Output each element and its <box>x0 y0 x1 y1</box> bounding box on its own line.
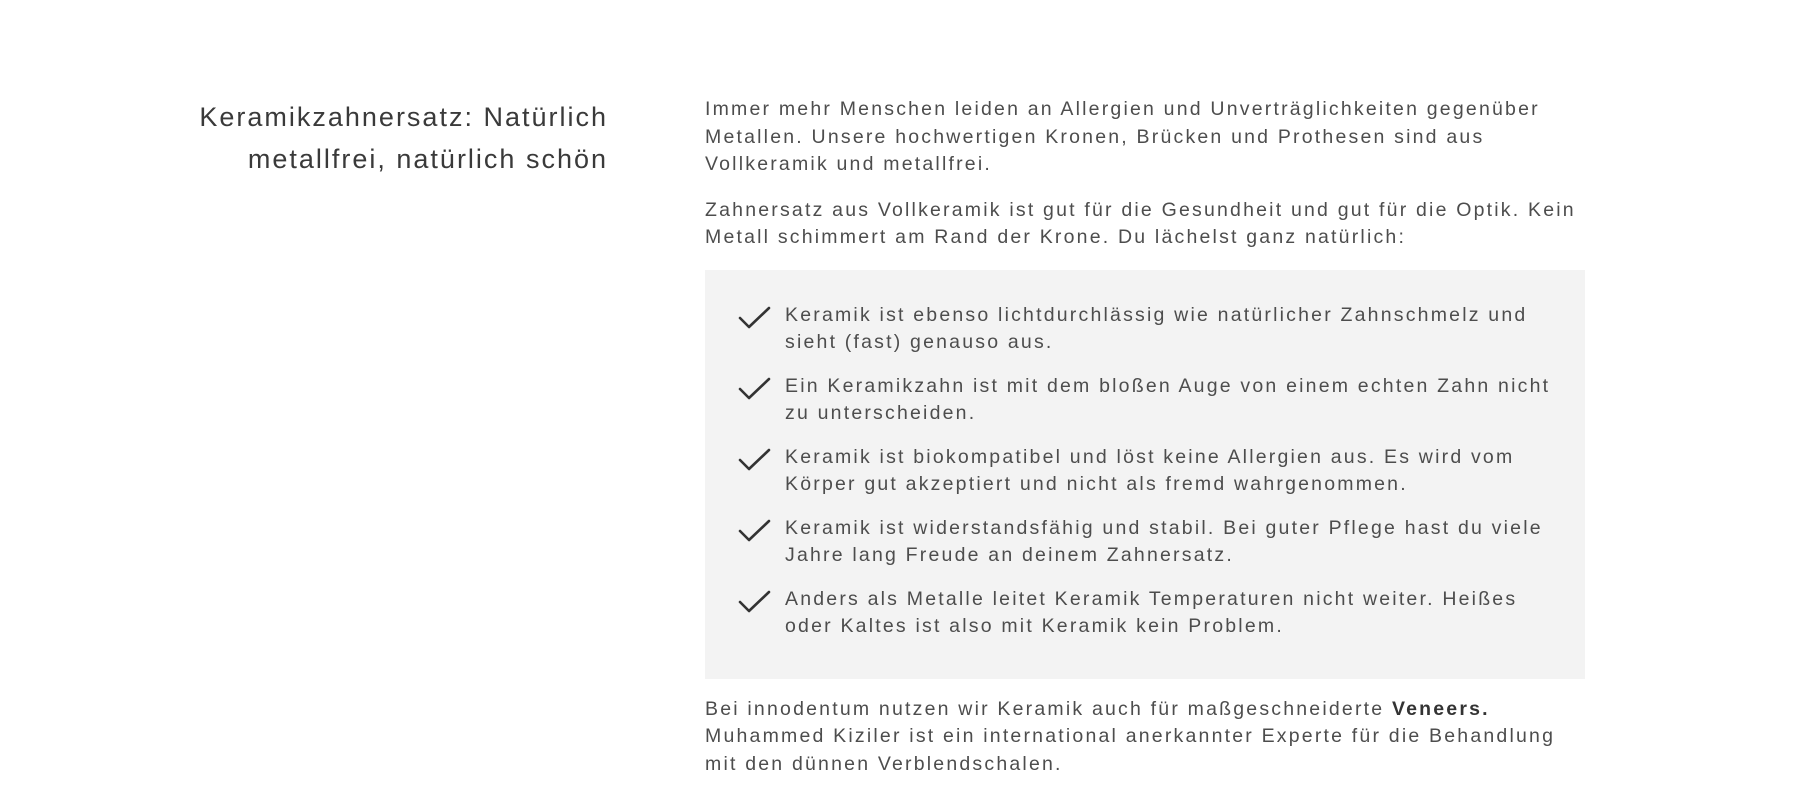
benefit-text: Keramik ist biokompatibel und löst keine Allergien aus. Es wird vom Körper gut akzeptiert und nicht als fremd wahrgenommen. <box>785 445 1515 495</box>
benefit-item <box>735 515 1555 570</box>
section-heading-line-2: metallfrei, natürlich schön <box>247 144 608 174</box>
veneers-link[interactable]: Veneers. <box>1391 697 1490 720</box>
section-heading-line-1: Keramikzahnersatz: Natürlich <box>199 102 608 132</box>
benefit-item <box>735 302 1555 357</box>
benefit-text: Keramik ist ebenso lichtdurchlässig wie natürlicher Zahnschmelz und sieht (fast) genauso aus. <box>785 303 1528 353</box>
closing-paragraph <box>705 696 1585 779</box>
benefit-item <box>735 586 1555 641</box>
checkmark-icon <box>735 304 775 332</box>
checkmark-icon <box>735 588 775 616</box>
closing-text-after: Muhammed Kiziler ist ein international anerkannter Experte für die Behandlung mit den dünnen Verblendschalen. <box>705 725 1556 775</box>
benefit-text: Keramik ist widerstandsfähig und stabil. Bei guter Pflege hast du viele Jahre lang Freude an deinem Zahnersatz. <box>785 516 1543 566</box>
benefit-text: Anders als Metalle leitet Keramik Temperaturen nicht weiter. Heißes oder Kaltes ist also mit Keramik kein Problem. <box>785 587 1518 637</box>
checkmark-icon <box>735 446 775 474</box>
content-column <box>705 96 1585 796</box>
intro-paragraph-1: Immer mehr Menschen leiden an Allergien und Unverträglichkeiten gegenüber Metallen. Unsere hochwertigen Kronen, Brücken und Prothesen sind aus Vollkeramik und metallfrei. <box>705 98 1540 175</box>
benefits-panel <box>705 270 1585 679</box>
section-heading <box>140 96 608 180</box>
checkmark-icon <box>735 375 775 403</box>
benefit-text: Ein Keramikzahn ist mit dem bloßen Auge von einem echten Zahn nicht zu unterscheiden. <box>785 374 1551 424</box>
closing-text-before: Bei innodentum nutzen wir Keramik auch für maßgeschneiderte <box>705 697 1392 720</box>
benefit-item <box>735 444 1555 499</box>
intro-paragraph-2: Zahnersatz aus Vollkeramik ist gut für die Gesundheit und gut für die Optik. Kein Metall schimmert am Rand der Krone. Du lächelst ganz natürlich: <box>705 198 1576 248</box>
checkmark-icon <box>735 517 775 545</box>
benefit-item <box>735 373 1555 428</box>
